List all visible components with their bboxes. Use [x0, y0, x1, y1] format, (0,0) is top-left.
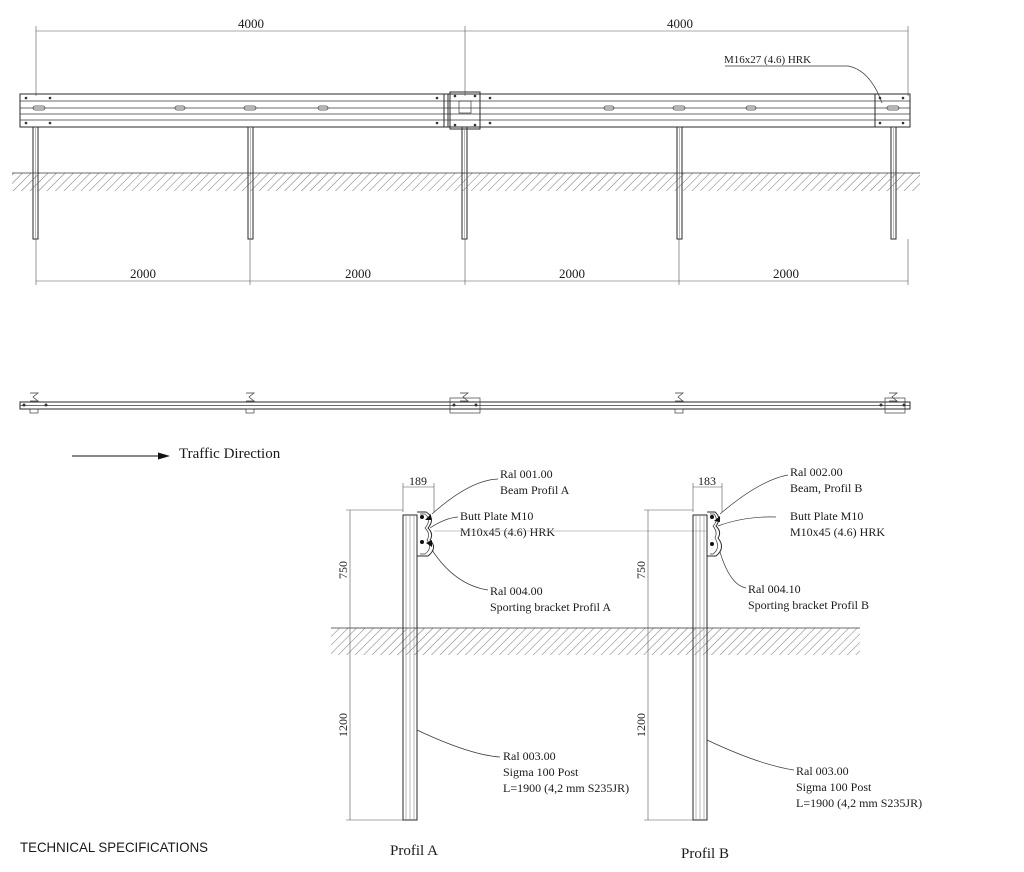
profil-a-height-above: 750	[336, 561, 350, 579]
profil-a-plate-name: Butt Plate M10	[460, 509, 534, 523]
dim-2000-3: 2000	[559, 266, 585, 281]
dim-4000-left: 4000	[238, 16, 264, 31]
profil-a-plate-bolt: M10x45 (4.6) HRK	[460, 525, 555, 539]
profil-b-bracket-code: Ral 004.10	[748, 582, 801, 596]
profil-b-post-spec: L=1900 (4,2 mm S235JR)	[796, 796, 923, 810]
ground-hatch-sections	[331, 628, 860, 655]
plan-view	[20, 393, 910, 413]
dim-4000-right: 4000	[667, 16, 693, 31]
profil-a-width: 189	[409, 474, 427, 488]
profil-b-height-above: 750	[634, 561, 648, 579]
traffic-direction-label: Traffic Direction	[179, 446, 281, 462]
profil-b-width: 183	[698, 474, 716, 488]
dim-2000-1: 2000	[130, 266, 156, 281]
profil-a-beam-name: Beam Profil A	[500, 483, 570, 497]
profil-a-post-name: Sigma 100 Post	[503, 765, 579, 779]
ground-hatch-elevation	[12, 173, 920, 191]
profil-b-plate-name: Butt Plate M10	[790, 509, 864, 523]
profil-b-post-code: Ral 003.00	[796, 764, 849, 778]
bolt-label: M16x27 (4.6) HRK	[724, 54, 812, 66]
profil-b-height-below: 1200	[634, 713, 648, 737]
profil-b-beam-code: Ral 002.00	[790, 465, 843, 479]
profil-b-plate-bolt: M10x45 (4.6) HRK	[790, 525, 885, 539]
profil-a-bracket-code: Ral 004.00	[490, 584, 543, 598]
profil-b-post-name: Sigma 100 Post	[796, 780, 872, 794]
profil-b-beam-name: Beam, Profil B	[790, 481, 863, 495]
dim-2000-4: 2000	[773, 266, 799, 281]
profil-a-section	[331, 467, 863, 859]
profil-b-title: Profil B	[681, 846, 729, 862]
dim-2000-2: 2000	[345, 266, 371, 281]
profil-a-title: Profil A	[390, 843, 438, 859]
profil-a-post-spec: L=1900 (4,2 mm S235JR)	[503, 781, 630, 795]
technical-specifications-title: TECHNICAL SPECIFICATIONS	[20, 839, 208, 855]
profil-b-bracket-name: Sporting bracket Profil B	[748, 598, 869, 612]
profil-b-section	[634, 465, 922, 862]
profil-a-beam-code: Ral 001.00	[500, 467, 553, 481]
arrow-right-icon	[158, 453, 170, 460]
profil-a-post-code: Ral 003.00	[503, 749, 556, 763]
elevation-view	[12, 16, 920, 285]
traffic-direction	[72, 446, 281, 462]
bottom-dimension	[36, 239, 908, 285]
rail-beam	[20, 92, 910, 129]
profil-a-bracket-name: Sporting bracket Profil A	[490, 600, 611, 614]
profil-a-height-below: 1200	[336, 713, 350, 737]
